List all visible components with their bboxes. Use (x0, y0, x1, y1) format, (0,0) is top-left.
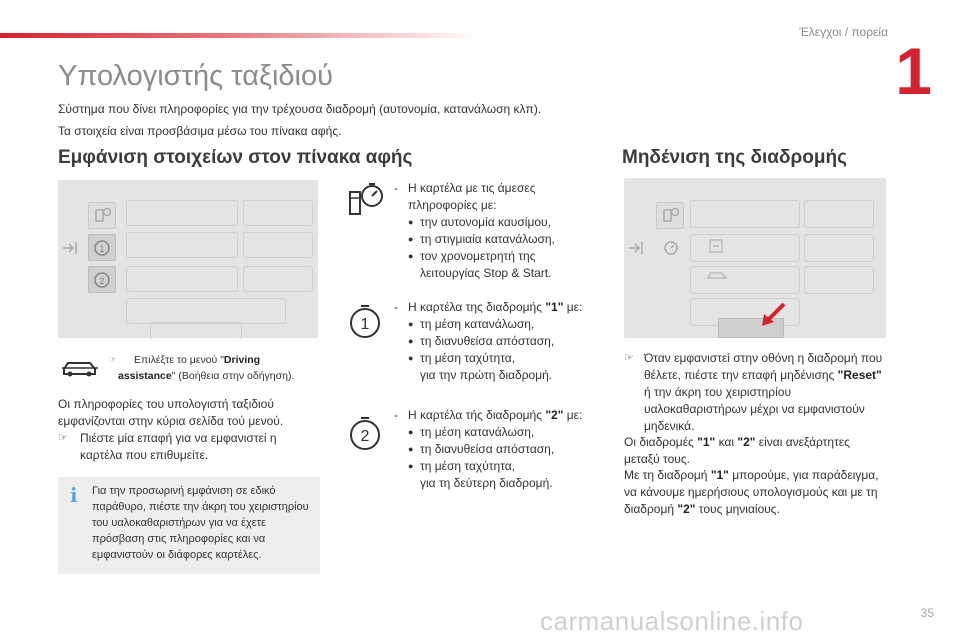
screen-field (243, 266, 313, 292)
screen-field (804, 266, 874, 294)
tab-trip2-desc: - Η καρτέλα τής διαδρομής "2" με: ● τη μέση κατανάλωση, ● τη διανυθείσα απόσταση, ● τη μέση ταχύτητα, για τη δεύτερη διαδρομή. (394, 408, 583, 490)
fuel-tab-icon (88, 202, 116, 229)
screen-field (126, 298, 286, 324)
screen-field (126, 232, 238, 258)
driving-assistance-car-icon (60, 355, 100, 388)
page-title: Υπολογιστής ταξιδιού (58, 60, 333, 92)
info-box (58, 477, 320, 574)
section-title: Έλεγχοι / πορεία (799, 25, 888, 39)
menu-arrow-icon (628, 240, 646, 261)
header-accent-bar (0, 33, 480, 38)
intro-line-2: Τα στοιχεία είναι προσβάσιμα μέσω του πίνακα αφής. (58, 124, 342, 138)
tab-trip1-desc: - Η καρτέλα της διαδρομής "1" με: ● τη μέση κατανάλωση, ● τη διανυθείσα απόσταση, ● τη μέση ταχύτητα, για την πρώτη διαδρομή. (394, 300, 583, 382)
screen-field (804, 200, 874, 228)
left-para-2: ☞ Πιέστε μία επαφή για να εμφανιστεί η καρτέλα που επιθυμείτε. (58, 431, 277, 462)
intro-line-1: Σύστημα που δίνει πληροφορίες για την τρέχουσα διαδρομή (αυτονομία, κατανάλωση κλπ). (58, 102, 542, 116)
trip-1-icon (348, 302, 384, 345)
svg-text:2: 2 (360, 428, 370, 445)
screen-field (690, 266, 800, 294)
left-para-1: Οι πληροφορίες του υπολογιστή ταξιδιού εμφανίζονται στην κύρια σελίδα τού μενού. (58, 397, 284, 428)
reset-screen-illustration (624, 178, 886, 338)
fuel-timer-icon (346, 180, 386, 223)
chapter-number: 1 (895, 34, 932, 108)
touchscreen-illustration (58, 180, 318, 338)
screen-field (243, 232, 313, 258)
menu-hint: ☞ Επιλέξτε το μενού "Driving assistance" (Βοήθεια στην οδήγηση). (109, 354, 295, 382)
red-arrow-icon (758, 302, 786, 333)
screen-field (690, 200, 800, 228)
display-heading: Εμφάνιση στοιχείων στον πίνακα αφής (58, 147, 413, 168)
tab-instant-desc: - Η καρτέλα με τις άμεσες πληροφορίες με: ● την αυτονομία καυσίμου, ● τη στιγμιαία κατανάλωση, ● τον χρονομετρητή της λειτουργίας Stop & Start. (394, 181, 555, 280)
timer-icon (662, 238, 680, 261)
watermark: carmanualsonline.info (540, 606, 804, 636)
screen-field (126, 200, 238, 226)
trip-1-tab-icon (88, 234, 116, 261)
svg-text:1: 1 (99, 244, 105, 254)
screen-field (150, 322, 242, 340)
screen-field (690, 234, 800, 262)
svg-text:1: 1 (360, 316, 370, 333)
screen-field (126, 266, 238, 292)
trip-2-tab-icon (88, 266, 116, 293)
trips-usage-text: Με τη διαδρομή "1" μπορούμε, για παράδειγμα, να κάνουμε ημερήσιους υπολογισμούς και με τη διαδρομή "2" τους μηνιαίους. (624, 468, 879, 516)
svg-text:2: 2 (99, 276, 105, 286)
reset-instruction: ☞ Όταν εμφανιστεί στην οθόνη η διαδρομή που θέλετε, πιέστε την επαφή μηδένισης "Reset" ή την άκρη του χειριστηρίου υαλοκαθαριστήρων μέχρι να εμφανιστούν μηδενικά. (624, 351, 883, 433)
reset-heading: Μηδένιση της διαδρομής (622, 147, 847, 168)
pointer-icon: ☞ (624, 352, 634, 364)
trip-2-icon (348, 414, 384, 457)
page-number: 35 (920, 606, 934, 620)
menu-arrow-icon (62, 240, 80, 261)
pointer-icon: ☞ (58, 432, 68, 444)
info-icon: i (70, 483, 78, 507)
trips-independent-text: Οι διαδρομές "1" και "2" είναι ανεξάρτητες μεταξύ τους. (624, 435, 850, 466)
fuel-tab-icon (656, 202, 684, 229)
pointer-icon: ☞ (109, 355, 117, 364)
screen-field (804, 234, 874, 262)
screen-field (243, 200, 313, 226)
info-text: Για την προσωρινή εμφάνιση σε εδικό παράθυρο, πιέστε την άκρη του χειριστηρίου του υαλοκαθαριστήρων για να έχετε πρόσβαση στις πληροφορίες και να εμφανιστούν οι διάφορες καρτέλες. (92, 485, 309, 561)
